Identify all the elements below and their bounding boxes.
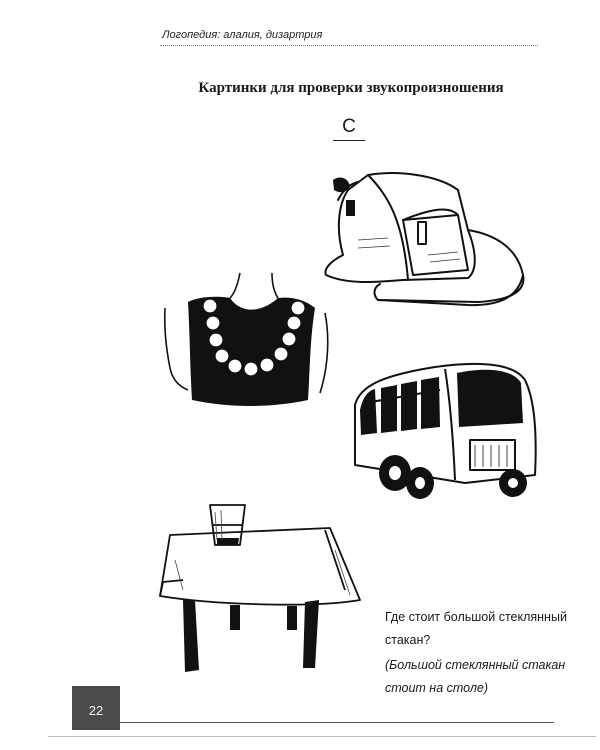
- bag-icon: [318, 160, 533, 310]
- target-letter: С: [342, 116, 356, 137]
- letter-underline: [333, 140, 365, 141]
- page-title: Картинки для проверки звукопроизношения: [198, 80, 504, 96]
- beads-necklace-icon: [160, 268, 340, 413]
- answer-text: (Большой стеклянный стакан стоит на столе): [385, 658, 566, 695]
- table-with-glass-icon: [155, 500, 365, 678]
- bus-icon: [345, 355, 545, 505]
- question-text: Где стоит большой стеклянный стакан?: [385, 610, 567, 647]
- page-bottom-edge: [48, 736, 596, 737]
- running-header: Логопедия: алалия, дизартрия: [162, 29, 323, 41]
- footer-divider: [120, 722, 554, 723]
- page-number: 22: [72, 686, 120, 730]
- header-divider: [160, 45, 538, 46]
